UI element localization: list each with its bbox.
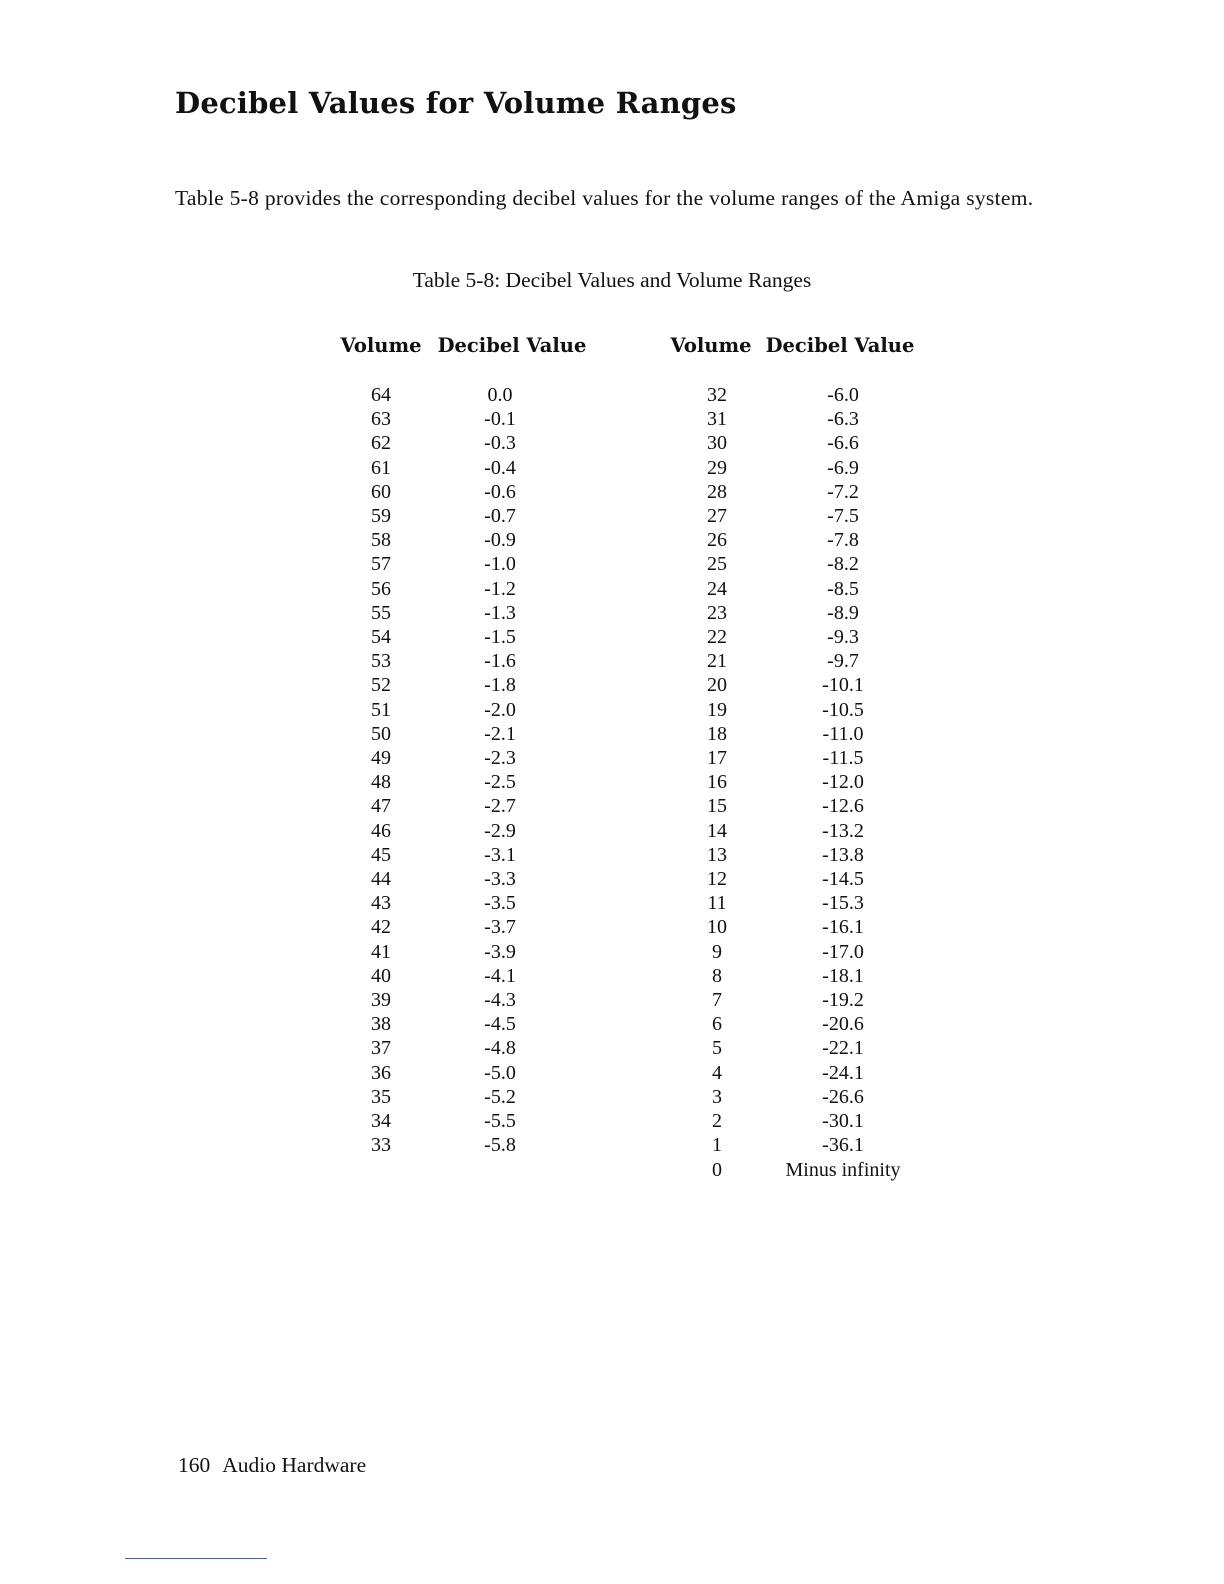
- decibel-left-cell: -1.8: [484, 674, 516, 697]
- decibel-left-cell: -0.6: [484, 480, 516, 503]
- volume-left-cell: 41: [371, 940, 391, 963]
- decibel-left-cell: -4.3: [484, 989, 516, 1012]
- volume-right-cell: 29: [707, 456, 727, 479]
- column-volume-right: [687, 383, 747, 1182]
- decibel-left-cell: -3.9: [484, 940, 516, 963]
- decibel-left-cell: -0.3: [484, 432, 516, 455]
- volume-left-cell: 48: [371, 771, 391, 794]
- header-decibel-right: Decibel Value: [765, 334, 915, 357]
- volume-left-cell: 38: [371, 1013, 391, 1036]
- decibel-right-cell: -20.6: [822, 1013, 864, 1036]
- decibel-right-cell: -24.1: [822, 1061, 864, 1084]
- volume-left-cell: 37: [371, 1037, 391, 1060]
- header-volume-right: Volume: [670, 334, 752, 357]
- decibel-right-cell: -22.1: [822, 1037, 864, 1060]
- decibel-left-cell: -2.5: [484, 771, 516, 794]
- decibel-right-cell: -12.0: [822, 771, 864, 794]
- volume-left-cell: 49: [371, 747, 391, 770]
- decibel-right-cell: -18.1: [822, 964, 864, 987]
- volume-right-cell: 24: [707, 577, 727, 600]
- decibel-right-cell: Minus infinity: [785, 1158, 901, 1181]
- volume-left-cell: 62: [371, 432, 391, 455]
- decibel-right-cell: -30.1: [822, 1110, 864, 1133]
- volume-right-cell: 15: [707, 795, 727, 818]
- volume-left-cell: 40: [371, 964, 391, 987]
- decibel-left-cell: -4.1: [484, 964, 516, 987]
- volume-left-cell: 39: [371, 989, 391, 1012]
- page-heading: Decibel Values for Volume Ranges: [175, 86, 737, 120]
- decibel-left-cell: -1.6: [484, 650, 516, 673]
- decibel-left-cell: -3.1: [484, 843, 516, 866]
- decibel-right-cell: -11.0: [822, 722, 864, 745]
- volume-right-cell: 21: [707, 650, 727, 673]
- volume-left-cell: 34: [371, 1110, 391, 1133]
- footnote-rule: [125, 1558, 267, 1559]
- decibel-right-cell: -13.8: [822, 843, 864, 866]
- decibel-right-cell: -16.1: [822, 916, 864, 939]
- volume-left-cell: 43: [371, 892, 391, 915]
- volume-right-cell: 31: [707, 408, 727, 431]
- volume-left-cell: 60: [371, 480, 391, 503]
- decibel-right-cell: -6.0: [827, 384, 859, 406]
- volume-left-cell: 58: [371, 529, 391, 552]
- volume-left-cell: 52: [371, 674, 391, 697]
- decibel-left-cell: -2.0: [484, 698, 516, 721]
- volume-right-cell: 17: [707, 747, 727, 770]
- volume-left-cell: 63: [371, 408, 391, 431]
- volume-left-cell: 53: [371, 650, 391, 673]
- volume-left-cell: 55: [371, 601, 391, 624]
- decibel-left-cell: -0.9: [484, 529, 516, 552]
- decibel-left-cell: -1.0: [484, 553, 516, 576]
- decibel-left-cell: -2.9: [484, 819, 516, 842]
- column-decibel-left: [425, 383, 575, 1158]
- volume-left-cell: 51: [371, 698, 391, 721]
- volume-right-cell: 0: [712, 1158, 722, 1181]
- decibel-right-cell: -8.2: [827, 553, 859, 576]
- decibel-right-cell: -6.3: [827, 408, 859, 431]
- volume-left-cell: 44: [371, 868, 391, 891]
- volume-left-cell: 56: [371, 577, 391, 600]
- volume-left-cell: 50: [371, 722, 391, 745]
- decibel-right-cell: -36.1: [822, 1134, 864, 1157]
- volume-right-cell: 18: [707, 722, 727, 745]
- decibel-right-cell: -15.3: [822, 892, 864, 915]
- volume-right-cell: 5: [712, 1037, 722, 1060]
- volume-right-cell: 11: [707, 892, 727, 915]
- table-caption: Table 5-8: Decibel Values and Volume Ranges: [412, 268, 812, 292]
- volume-left-cell: 36: [371, 1061, 391, 1084]
- decibel-right-cell: -7.8: [827, 529, 859, 552]
- decibel-right-cell: -10.5: [822, 698, 864, 721]
- decibel-left-cell: -0.1: [484, 408, 516, 431]
- volume-left-cell: 54: [371, 626, 391, 649]
- decibel-right-cell: -13.2: [822, 819, 864, 842]
- volume-right-cell: 9: [712, 940, 722, 963]
- volume-right-cell: 4: [712, 1061, 722, 1084]
- volume-right-cell: 8: [712, 964, 722, 987]
- volume-right-cell: 14: [707, 819, 727, 842]
- decibel-left-cell: -4.5: [484, 1013, 516, 1036]
- volume-right-cell: 16: [707, 771, 727, 794]
- page-footer: [178, 1453, 366, 1478]
- volume-left-cell: 64: [371, 384, 391, 406]
- page-number: 160: [178, 1453, 211, 1477]
- decibel-right-cell: -8.9: [827, 601, 859, 624]
- decibel-right-cell: -14.5: [822, 868, 864, 891]
- decibel-left-cell: -1.2: [484, 577, 516, 600]
- header-decibel-left: Decibel Value: [437, 334, 587, 357]
- decibel-right-cell: -7.5: [827, 505, 859, 528]
- intro-paragraph: Table 5-8 provides the corresponding decibel values for the volume ranges of the Amiga system.: [175, 186, 1034, 210]
- header-volume-left: Volume: [340, 334, 422, 357]
- column-volume-left: [351, 383, 411, 1158]
- decibel-left-cell: -4.8: [484, 1037, 516, 1060]
- volume-right-cell: 28: [707, 480, 727, 503]
- decibel-left-cell: -5.0: [484, 1061, 516, 1084]
- decibel-left-cell: -1.3: [484, 601, 516, 624]
- volume-right-cell: 25: [707, 553, 727, 576]
- decibel-right-cell: -10.1: [822, 674, 864, 697]
- volume-left-cell: 45: [371, 843, 391, 866]
- decibel-left-cell: 0.0: [487, 384, 513, 406]
- volume-right-cell: 1: [712, 1134, 722, 1157]
- volume-right-cell: 20: [707, 674, 727, 697]
- decibel-right-cell: -9.7: [827, 650, 859, 673]
- volume-left-cell: 59: [371, 505, 391, 528]
- decibel-left-cell: -3.3: [484, 868, 516, 891]
- decibel-left-cell: -0.7: [484, 505, 516, 528]
- volume-left-cell: 35: [371, 1085, 391, 1108]
- volume-right-cell: 23: [707, 601, 727, 624]
- decibel-right-cell: -12.6: [822, 795, 864, 818]
- column-decibel-right: [768, 383, 918, 1182]
- decibel-left-cell: -2.7: [484, 795, 516, 818]
- volume-right-cell: 26: [707, 529, 727, 552]
- decibel-right-cell: -8.5: [827, 577, 859, 600]
- decibel-right-cell: -7.2: [827, 480, 859, 503]
- volume-right-cell: 22: [707, 626, 727, 649]
- decibel-left-cell: -5.8: [484, 1134, 516, 1157]
- decibel-left-cell: -1.5: [484, 626, 516, 649]
- volume-right-cell: 30: [707, 432, 727, 455]
- volume-left-cell: 61: [371, 456, 391, 479]
- decibel-left-cell: -2.1: [484, 722, 516, 745]
- decibel-right-cell: -6.9: [827, 456, 859, 479]
- volume-left-cell: 57: [371, 553, 391, 576]
- volume-right-cell: 2: [712, 1110, 722, 1133]
- volume-right-cell: 32: [707, 384, 727, 406]
- volume-left-cell: 46: [371, 819, 391, 842]
- volume-right-cell: 3: [712, 1085, 722, 1108]
- volume-right-cell: 12: [707, 868, 727, 891]
- volume-right-cell: 7: [712, 989, 722, 1012]
- volume-left-cell: 33: [371, 1134, 391, 1157]
- volume-right-cell: 19: [707, 698, 727, 721]
- volume-right-cell: 6: [712, 1013, 722, 1036]
- decibel-left-cell: -3.5: [484, 892, 516, 915]
- volume-right-cell: 10: [707, 916, 727, 939]
- volume-left-cell: 42: [371, 916, 391, 939]
- decibel-left-cell: -0.4: [484, 456, 516, 479]
- decibel-left-cell: -5.2: [484, 1085, 516, 1108]
- decibel-right-cell: -9.3: [827, 626, 859, 649]
- decibel-right-cell: -11.5: [822, 747, 864, 770]
- decibel-left-cell: -3.7: [484, 916, 516, 939]
- decibel-right-cell: -17.0: [822, 940, 864, 963]
- decibel-left-cell: -5.5: [484, 1110, 516, 1133]
- section-title: Audio Hardware: [222, 1453, 367, 1477]
- volume-left-cell: 47: [371, 795, 391, 818]
- decibel-right-cell: -26.6: [822, 1085, 864, 1108]
- decibel-right-cell: -6.6: [827, 432, 859, 455]
- decibel-left-cell: -2.3: [484, 747, 516, 770]
- volume-right-cell: 27: [707, 505, 727, 528]
- volume-right-cell: 13: [707, 843, 727, 866]
- decibel-right-cell: -19.2: [822, 989, 864, 1012]
